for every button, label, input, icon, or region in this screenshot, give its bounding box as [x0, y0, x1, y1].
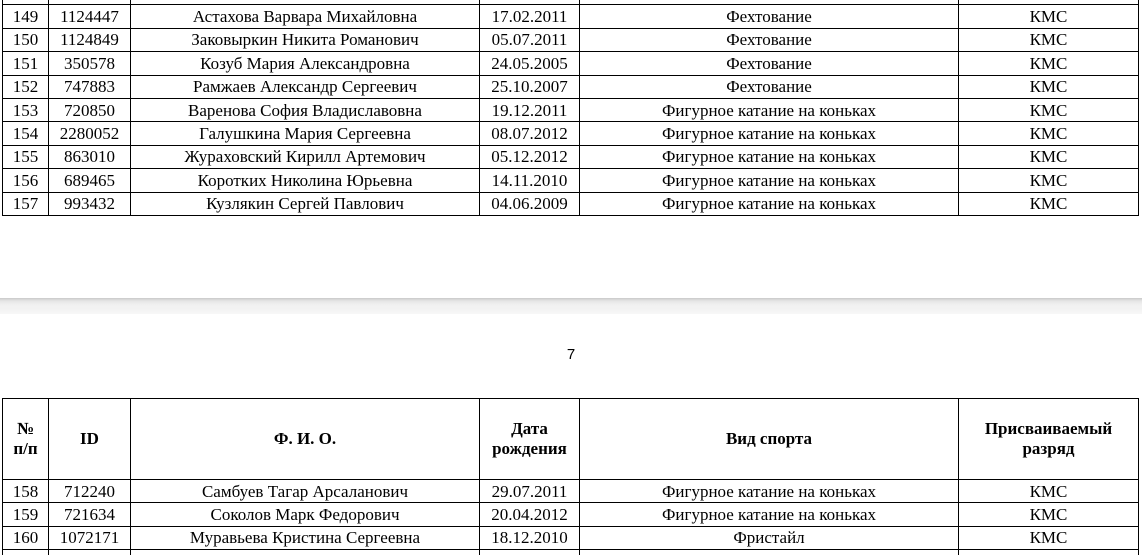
- athletes-table-continued: [2, 0, 1139, 216]
- cell-id: 350578: [49, 52, 131, 75]
- cell-id: 993432: [49, 192, 131, 215]
- table-row: [3, 145, 1139, 168]
- table-row: [3, 28, 1139, 51]
- cell-full-name: Галушкина Мария Сергеевна: [131, 122, 480, 145]
- cell-birth-date: 25.10.2007: [480, 75, 580, 98]
- cell-full-name: Рамжаев Александр Сергеевич: [131, 75, 480, 98]
- cell-rank: КМС: [959, 192, 1139, 215]
- cell-birth-date: 08.07.2012: [480, 122, 580, 145]
- table-row: [3, 52, 1139, 75]
- cell-birth-date: 29.07.2011: [480, 480, 580, 503]
- cell-sport: Фигурное катание на коньках: [580, 169, 959, 192]
- cell-birth-date: 17.02.2011: [480, 5, 580, 28]
- page-number: 7: [566, 346, 576, 363]
- table-row: [3, 169, 1139, 192]
- cell-number: 149: [3, 5, 49, 28]
- cell-id: [49, 550, 131, 555]
- athletes-table-body: [3, 480, 1139, 555]
- table-row: [3, 503, 1139, 526]
- cell-id: 863010: [49, 145, 131, 168]
- header-id: ID: [49, 399, 131, 480]
- cell-birth-date: 19.12.2011: [480, 98, 580, 121]
- header-full-name: Ф. И. О.: [131, 399, 480, 480]
- table-row: [3, 192, 1139, 215]
- cell-rank: КМС: [959, 169, 1139, 192]
- cell-id: 747883: [49, 75, 131, 98]
- cell-full-name: Самбуев Тагар Арсаланович: [131, 480, 480, 503]
- cell-number: 154: [3, 122, 49, 145]
- cell-rank: КМС: [959, 98, 1139, 121]
- cell-rank: КМС: [959, 122, 1139, 145]
- cell-number: 156: [3, 169, 49, 192]
- athletes-table: [2, 398, 1139, 555]
- cell-sport: Фигурное катание на коньках: [580, 98, 959, 121]
- cell-sport: Фехтование: [580, 75, 959, 98]
- table-row: [3, 480, 1139, 503]
- cell-rank: КМС: [959, 75, 1139, 98]
- cell-sport: Фигурное катание на коньках: [580, 480, 959, 503]
- cell-full-name: Коротких Николина Юрьевна: [131, 169, 480, 192]
- cell-id: 721634: [49, 503, 131, 526]
- cell-id: 689465: [49, 169, 131, 192]
- cell-sport: Фигурное катание на коньках: [580, 503, 959, 526]
- cell-sport: Фехтование: [580, 28, 959, 51]
- cell-full-name: Астахова Варвара Михайловна: [131, 5, 480, 28]
- header-sport: Вид спорта: [580, 399, 959, 480]
- cell-rank: КМС: [959, 480, 1139, 503]
- page-separator: [0, 298, 1142, 314]
- cell-sport: Фристайл: [580, 526, 959, 549]
- table-row: [3, 5, 1139, 28]
- cell-id: 2280052: [49, 122, 131, 145]
- header-row: [3, 399, 1139, 480]
- cell-number: 155: [3, 145, 49, 168]
- cell-number: 157: [3, 192, 49, 215]
- cell-sport: [580, 550, 959, 555]
- cell-full-name: Козуб Мария Александровна: [131, 52, 480, 75]
- cell-rank: [959, 550, 1139, 555]
- cell-full-name: Соколов Марк Федорович: [131, 503, 480, 526]
- header-birth-date: Дата рождения: [480, 399, 580, 480]
- table-row: [3, 526, 1139, 549]
- cell-number: 160: [3, 526, 49, 549]
- cell-birth-date: 20.04.2012: [480, 503, 580, 526]
- cell-rank: КМС: [959, 526, 1139, 549]
- table-row: [3, 122, 1139, 145]
- cell-number: 152: [3, 75, 49, 98]
- cell-birth-date: 05.07.2011: [480, 28, 580, 51]
- cell-sport: Фехтование: [580, 52, 959, 75]
- cell-birth-date: 14.11.2010: [480, 169, 580, 192]
- cell-number: [3, 550, 49, 555]
- cell-sport: Фигурное катание на коньках: [580, 122, 959, 145]
- cell-birth-date: 04.06.2009: [480, 192, 580, 215]
- cell-full-name: Варенова София Владиславовна: [131, 98, 480, 121]
- cell-sport: Фигурное катание на коньках: [580, 145, 959, 168]
- header-rank: Присваиваемый разряд: [959, 399, 1139, 480]
- table-row: [3, 75, 1139, 98]
- cell-rank: КМС: [959, 52, 1139, 75]
- cell-rank: КМС: [959, 5, 1139, 28]
- table-row: [3, 98, 1139, 121]
- cell-full-name: [131, 550, 480, 555]
- table-row: [3, 550, 1139, 555]
- cell-number: 153: [3, 98, 49, 121]
- document-page-bottom: [0, 314, 1142, 555]
- cell-birth-date: [480, 550, 580, 555]
- cell-full-name: Жураховский Кирилл Артемович: [131, 145, 480, 168]
- cell-id: 1124849: [49, 28, 131, 51]
- cell-full-name: Муравьева Кристина Сергеевна: [131, 526, 480, 549]
- cell-birth-date: 18.12.2010: [480, 526, 580, 549]
- athletes-table-header: [3, 399, 1139, 480]
- cell-id: 1124447: [49, 5, 131, 28]
- cell-rank: КМС: [959, 503, 1139, 526]
- cell-birth-date: 05.12.2012: [480, 145, 580, 168]
- cell-full-name: Заковыркин Никита Романович: [131, 28, 480, 51]
- athletes-table-body: [3, 0, 1139, 215]
- cell-id: 712240: [49, 480, 131, 503]
- cell-number: 151: [3, 52, 49, 75]
- cell-id: 720850: [49, 98, 131, 121]
- cell-number: 159: [3, 503, 49, 526]
- cell-full-name: Кузлякин Сергей Павлович: [131, 192, 480, 215]
- cell-number: 158: [3, 480, 49, 503]
- cell-id: 1072171: [49, 526, 131, 549]
- cell-sport: Фехтование: [580, 5, 959, 28]
- cell-rank: КМС: [959, 145, 1139, 168]
- cell-rank: КМС: [959, 28, 1139, 51]
- cell-birth-date: 24.05.2005: [480, 52, 580, 75]
- cell-number: 150: [3, 28, 49, 51]
- header-number: № п/п: [3, 399, 49, 480]
- cell-sport: Фигурное катание на коньках: [580, 192, 959, 215]
